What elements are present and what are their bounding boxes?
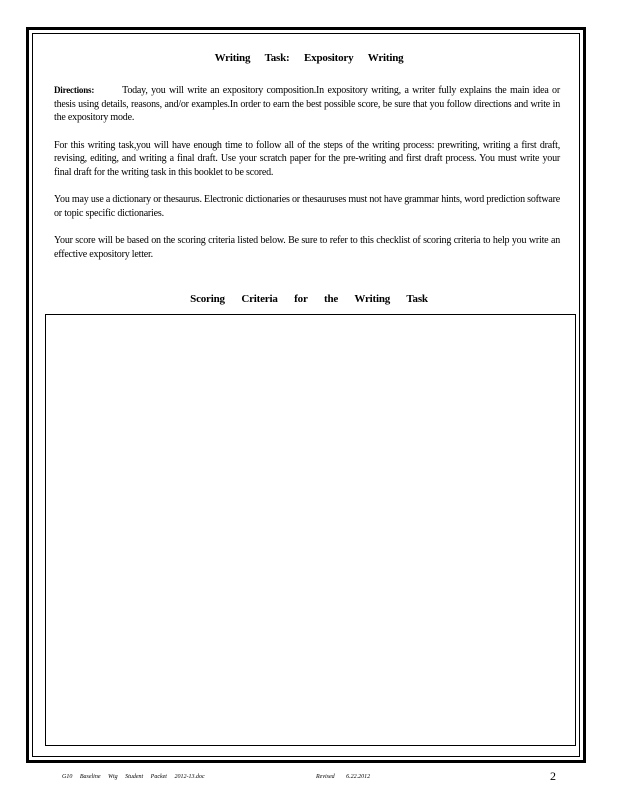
paragraph-directions [54, 84, 560, 125]
footer-revised: Revised 6.22.2012 [316, 774, 371, 780]
criteria-heading: Scoring Criteria for the Writing Task [190, 293, 428, 305]
footer-file-label: G10 Baseline Wtg Student Packet 2012-13.doc [62, 774, 205, 780]
scoring-criteria-box [45, 314, 576, 746]
paragraph-writing-process: For this writing task,you will have enough time to follow all of the steps of the writing process: prewriting, writing a first draft, revising, editing, and writing a final draft. Use your scratch paper for the pre-writing and first draft process. You must write your final draft for the writing task in this booklet to be scored. [54, 139, 560, 178]
directions-label: Directions: [54, 85, 95, 95]
paragraph-1-text: Today, you will write an expository composition.In expository writing, a writer fully explains the main idea or thesis using details, reasons, and/or examples.In order to earn the best possible score, be sure that you follow directions and write in the expository mode. [54, 85, 560, 123]
directions-section [54, 84, 560, 275]
page-number: 2 [550, 769, 556, 783]
document-title: Writing Task: Expository Writing [214, 52, 404, 64]
paragraph-scoring: Your score will be based on the scoring criteria listed below. Be sure to refer to this checklist of scoring criteria to help you write an effective expository letter. [54, 235, 560, 260]
paragraph-dictionary: You may use a dictionary or thesaurus. Electronic dictionaries or thesauruses must not have grammar hints, word prediction software or topic specific dictionaries. [54, 194, 560, 219]
